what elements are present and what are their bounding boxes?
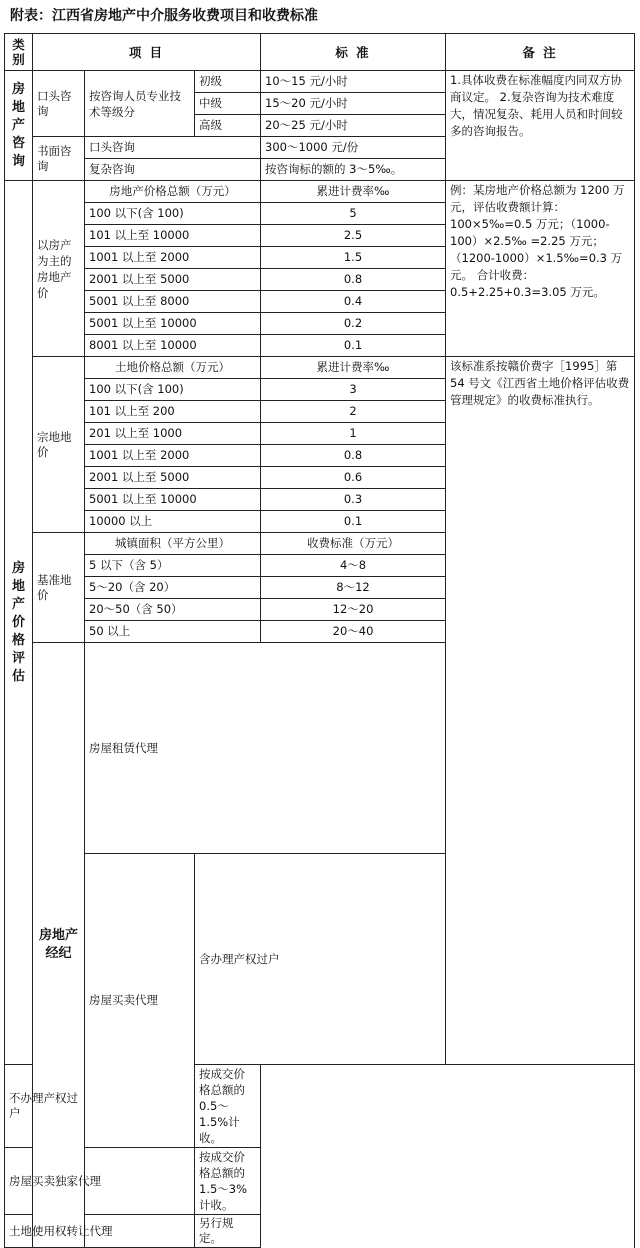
- rate-cell: 0.8: [261, 269, 446, 291]
- rate-cell: 5: [261, 203, 446, 225]
- complex-label: 复杂咨询: [85, 159, 261, 181]
- land-col2-header: 累进计费率‰: [261, 357, 446, 379]
- house-valuation-label: 以房产为主的房地产价: [33, 181, 85, 357]
- rate-cell: 0.3: [261, 489, 446, 511]
- range-cell: 1001 以上至 2000: [85, 247, 261, 269]
- level-standard: 20～25 元/小时: [261, 115, 446, 137]
- range-cell: 5 以下（含 5）: [85, 555, 261, 577]
- rate-cell: 1.5: [261, 247, 446, 269]
- land-col1-header: 土地价格总额（万元）: [85, 357, 261, 379]
- range-cell: 5001 以上至 8000: [85, 291, 261, 313]
- without-transfer-label: 不办理产权过户: [5, 1065, 85, 1148]
- header-item: 项 目: [33, 34, 261, 71]
- header-remark: 备 注: [446, 34, 635, 71]
- range-cell: 5001 以上至 10000: [85, 313, 261, 335]
- rate-cell: 0.1: [261, 511, 446, 533]
- range-cell: 2001 以上至 5000: [85, 467, 261, 489]
- without-transfer-standard: 按成交价格总额的 0.5～1.5%计收。: [195, 1065, 261, 1148]
- rate-cell: 20～40: [261, 621, 446, 643]
- rate-cell: 1: [261, 423, 446, 445]
- land-remark: 该标准系按赣价费字［1995］第 54 号文《江西省土地价格评估收费管理规定》的收费标准执行。: [446, 357, 635, 1065]
- house-col1-header: 房地产价格总额（万元）: [85, 181, 261, 203]
- house-remark: 例：某房地产价格总额为 1200 万元，评估收费额计算：100×5‰=0.5 万元；（1000-100）×2.5‰ =2.25 万元；（1200-1000）×1.5‰=0.3 万元。 合计收费： 0.5+2.25+0.3=3.05 万元。: [446, 181, 635, 357]
- with-transfer-label: 含办理产权过户: [195, 854, 446, 1065]
- range-cell: 1001 以上至 2000: [85, 445, 261, 467]
- oral2-label: 口头咨询: [85, 137, 261, 159]
- rate-cell: 2.5: [261, 225, 446, 247]
- range-cell: 20～50（含 50）: [85, 599, 261, 621]
- land-transfer-standard: 另行规定。: [195, 1215, 261, 1248]
- by-level-label: 按咨询人员专业技术等级分: [85, 71, 195, 137]
- page-title: 附表：江西省房地产中介服务收费项目和收费标准: [10, 8, 318, 24]
- range-cell: 100 以下(含 100): [85, 379, 261, 401]
- range-cell: 5～20（含 20）: [85, 577, 261, 599]
- range-cell: 10000 以上: [85, 511, 261, 533]
- range-cell: 5001 以上至 10000: [85, 489, 261, 511]
- level-name: 初级: [195, 71, 261, 93]
- rate-cell: 0.4: [261, 291, 446, 313]
- base-valuation-label: 基准地价: [33, 533, 85, 643]
- land-valuation-label: 宗地地价: [33, 357, 85, 533]
- range-cell: 101 以上至 10000: [85, 225, 261, 247]
- level-name: 中级: [195, 93, 261, 115]
- rate-cell: 0.8: [261, 445, 446, 467]
- table-row: [5, 1148, 635, 1215]
- header-standard: 标 准: [261, 34, 446, 71]
- rate-cell: 0.1: [261, 335, 446, 357]
- range-cell: 2001 以上至 5000: [85, 269, 261, 291]
- base-col1-header: 城镇面积（平方公里）: [85, 533, 261, 555]
- consulting-remark: 1.具体收费在标准幅度内同双方协商议定。 2.复杂咨询为技术难度大，情况复杂、耗用人员和时间较多的咨询报告。: [446, 71, 635, 181]
- table-row: [5, 1215, 635, 1248]
- written-consult-label: 书面咨询: [33, 137, 85, 181]
- table-row: [5, 71, 635, 93]
- oral2-standard: 300～1000 元/份: [261, 137, 446, 159]
- rate-cell: 8～12: [261, 577, 446, 599]
- land-transfer-label: 土地使用权转让代理: [5, 1215, 195, 1248]
- rate-cell: 3: [261, 379, 446, 401]
- rate-cell: 0.6: [261, 467, 446, 489]
- range-cell: 201 以上至 1000: [85, 423, 261, 445]
- level-standard: 10～15 元/小时: [261, 71, 446, 93]
- sale-label: 房屋买卖代理: [85, 854, 195, 1148]
- category-consulting: 房地产咨询: [5, 71, 33, 181]
- rental-label: 房屋租赁代理: [85, 643, 446, 854]
- category-brokerage: 房地产经纪: [33, 643, 85, 1248]
- fee-table: [4, 33, 635, 1248]
- exclusive-standard: 按成交价格总额的 1.5～3%计收。: [195, 1148, 261, 1215]
- range-cell: 8001 以上至 10000: [85, 335, 261, 357]
- range-cell: 101 以上至 200: [85, 401, 261, 423]
- house-col2-header: 累进计费率‰: [261, 181, 446, 203]
- rate-cell: 12～20: [261, 599, 446, 621]
- range-cell: 100 以下(含 100): [85, 203, 261, 225]
- range-cell: 50 以上: [85, 621, 261, 643]
- rate-cell: 0.2: [261, 313, 446, 335]
- table-row: [5, 181, 635, 203]
- level-standard: 15～20 元/小时: [261, 93, 446, 115]
- level-name: 高级: [195, 115, 261, 137]
- oral-consult-label: 口头咨询: [33, 71, 85, 137]
- exclusive-label: 房屋买卖独家代理: [5, 1148, 195, 1215]
- category-valuation: 房地产价格评估: [5, 181, 33, 1065]
- complex-standard: 按咨询标的额的 3～5‰。: [261, 159, 446, 181]
- rate-cell: 2: [261, 401, 446, 423]
- header-category: 类别: [5, 34, 33, 71]
- rate-cell: 4～8: [261, 555, 446, 577]
- table-row: [5, 357, 635, 379]
- base-col2-header: 收费标准（万元）: [261, 533, 446, 555]
- header-row: [5, 34, 635, 71]
